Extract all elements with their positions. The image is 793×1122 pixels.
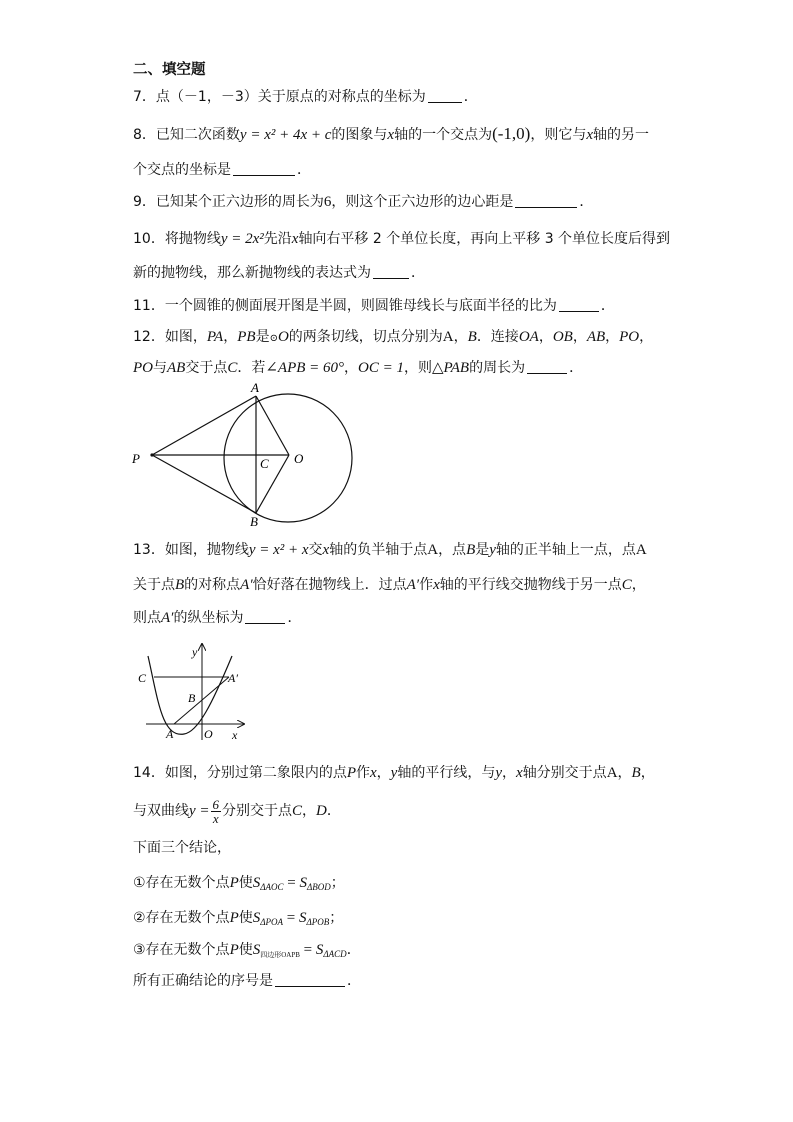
q13-line-2c: 恰好落在抛物线上．过点 — [252, 577, 407, 593]
q13-point-a-prime: A′ — [240, 577, 253, 593]
q14-end: ． — [347, 973, 361, 989]
q12-po: PO — [619, 329, 640, 345]
q14-c1-end: ； — [330, 875, 345, 891]
section-title: 二、填空题 — [133, 62, 206, 78]
q12-oa: OA — [518, 329, 539, 345]
fig12-segment-oa — [256, 396, 289, 455]
question-14-conclusion-1 — [133, 873, 345, 897]
q11-end: ． — [600, 298, 615, 314]
q12-o: O — [277, 329, 289, 345]
q8-text-e: 轴的另一 — [593, 127, 649, 143]
q13-point-b: B — [466, 542, 476, 558]
q12-text-g: 交于点 — [185, 360, 228, 376]
q9-answer-blank[interactable] — [515, 193, 577, 208]
q13-text-f: 轴的正半轴上一点，点 — [495, 542, 636, 558]
q14-x: x — [370, 765, 377, 781]
question-9 — [133, 192, 593, 212]
q13-y: y — [489, 542, 496, 558]
q13-x: x — [322, 542, 330, 558]
question-14-line-3 — [133, 838, 231, 858]
fig13-label-o: O — [204, 727, 213, 741]
q14-text-c: 轴的平行线，与 — [397, 765, 496, 781]
q12-sep-3: ， — [538, 329, 553, 345]
q12-sep-1: ， — [223, 329, 238, 345]
q14-c2-s-2: S — [298, 910, 307, 926]
q8-text-a: 8．已知二次函数 — [133, 127, 240, 143]
q8-point: (-1,0) — [492, 124, 531, 143]
q12-text-c: 的两条切线，切点分别为 — [288, 329, 443, 345]
fig13-label-a: A — [166, 727, 174, 741]
q14-text-e: ， — [640, 765, 655, 781]
fig12-tangent-pa — [152, 396, 256, 455]
q10-expression: y = 2x² — [220, 231, 264, 247]
q14-line-3: 下面三个结论， — [133, 840, 231, 856]
figure-12 — [125, 378, 365, 530]
q14-c1-s-1: S — [252, 875, 261, 891]
q14-c1-text: ①存在无数个点 — [133, 875, 230, 891]
q13-x-2: x — [433, 577, 440, 593]
q8-text-c: 轴的一个交点为 — [394, 127, 493, 143]
q7-text: 7．点（－1，－3）关于原点的对称点的坐标为 — [133, 89, 426, 105]
fig13-label-b: B — [188, 691, 196, 705]
q14-sep-2: ， — [502, 765, 517, 781]
q14-fraction-denominator: x — [212, 810, 219, 826]
q12-sep-5: ， — [605, 329, 620, 345]
q13-point-b-2: B — [175, 577, 185, 593]
q14-sep-4: ， — [302, 803, 317, 819]
q12-sep-2: ， — [453, 329, 468, 345]
q14-point-b: B — [631, 765, 641, 781]
q14-y: y — [390, 765, 398, 781]
fig12-label-c: C — [260, 456, 269, 471]
question-12-line-2 — [133, 358, 583, 378]
q11-answer-blank[interactable] — [559, 297, 599, 312]
q14-line-2a: 与双曲线 — [133, 803, 189, 819]
q12-answer-blank[interactable] — [527, 359, 567, 374]
q12-ab-2: AB — [167, 360, 186, 376]
q8-end: ． — [297, 162, 311, 178]
q13-line-2e: 轴的平行线交抛物线于另一点 — [439, 577, 622, 593]
q14-c3-s-1: S — [252, 942, 261, 958]
q12-pb: PB — [237, 329, 256, 345]
q13-point-a: A — [427, 542, 439, 558]
fig12-label-a: A — [251, 380, 259, 395]
fig13-label-x: x — [232, 728, 238, 742]
q12-ab: AB — [586, 329, 606, 345]
q9-end: ． — [579, 194, 594, 210]
q7-end: ． — [463, 89, 478, 105]
q14-c2-use: 使 — [238, 910, 253, 926]
q13-end: ． — [287, 610, 302, 626]
q14-last-text: 所有正确结论的序号是 — [133, 973, 273, 989]
q9-perimeter: 6 — [323, 194, 332, 210]
fig13-label-a-prime: A′ — [228, 671, 238, 685]
q7-answer-blank[interactable] — [428, 88, 462, 103]
q13-expression: y = x² + x — [248, 542, 309, 558]
q13-point-c: C — [621, 577, 632, 593]
q12-point-c: C — [227, 360, 238, 376]
q10-x: x — [291, 231, 299, 247]
q14-hyperbola-lhs: y = — [189, 803, 210, 819]
q8-text-d: ，则它与 — [530, 127, 587, 143]
q13-line-3a: 则点 — [133, 610, 161, 626]
fig13-label-c: C — [138, 671, 147, 685]
q8-x-2: x — [586, 127, 593, 143]
q12-ob: OB — [552, 329, 573, 345]
q13-text-a: 13．如图，抛物线 — [133, 542, 249, 558]
q13-point-a-prime-2: A′ — [406, 577, 420, 593]
q13-text-e: 是 — [475, 542, 490, 558]
q14-x-2: x — [516, 765, 523, 781]
question-10-line-2 — [133, 263, 425, 283]
fig12-label-o: O — [294, 451, 304, 466]
q12-text-f: 与 — [153, 360, 167, 376]
q12-point-a: A — [442, 329, 454, 345]
q12-triangle: △PAB — [432, 360, 470, 376]
q14-line-2b: 分别交于点 — [222, 803, 293, 819]
q14-c2-text: ②存在无数个点 — [133, 910, 230, 926]
q14-p: P — [346, 765, 356, 781]
q10-text-c: 轴向右平移 2 个单位长度，再向上平移 3 个单位长度后得到 — [298, 231, 671, 247]
q13-text-b: 交 — [308, 542, 323, 558]
q14-line-2c: ． — [326, 803, 341, 819]
question-10-line-1 — [133, 229, 670, 249]
q10-end: ． — [411, 265, 425, 281]
q8-answer-blank[interactable] — [233, 161, 295, 176]
q9-text-a: 9．已知某个正六边形的周长为 — [133, 194, 324, 210]
q13-text-c: 轴的负半轴于点 — [329, 542, 428, 558]
q14-text-d: 轴分别交于点 — [522, 765, 607, 781]
question-14-last-line — [133, 971, 361, 991]
q10-text-a: 10．将抛物线 — [133, 231, 221, 247]
question-8-line-2 — [133, 160, 311, 180]
q13-line-2f: ， — [631, 577, 646, 593]
fig13-label-y: y — [192, 645, 198, 659]
q14-c1-sub-2: ΔBOD — [307, 882, 331, 892]
q14-c2-sub-2: ΔPOB — [306, 917, 330, 927]
q12-angle: ∠APB = 60° — [265, 360, 345, 376]
q14-c1-p: P — [229, 875, 239, 891]
question-14-conclusion-3 — [133, 940, 361, 965]
q13-point-a-2: A — [635, 542, 647, 558]
q10-answer-blank[interactable] — [373, 264, 409, 279]
fig12-circle-o — [224, 394, 352, 522]
fig12-label-b: B — [250, 514, 258, 529]
q14-c2-end: ； — [329, 910, 344, 926]
q13-line-2b: 的对称点 — [184, 577, 241, 593]
q12-text-d: ．连接 — [476, 329, 519, 345]
q14-c3-equals: = — [299, 942, 316, 958]
q14-c2-p: P — [229, 910, 239, 926]
q12-text-e: ， — [639, 329, 654, 345]
q12-circle-symbol: ⊙ — [269, 333, 278, 344]
q12-end: ． — [569, 360, 584, 376]
fig12-label-p: P — [132, 451, 140, 466]
question-11 — [133, 296, 615, 316]
question-13-line-1 — [133, 540, 647, 560]
question-13-line-2 — [133, 575, 646, 595]
q8-expression: y = x² + 4x + c — [239, 127, 332, 143]
q14-text-b: 作 — [356, 765, 370, 781]
q8-x-1: x — [387, 127, 395, 143]
q14-c3-sub-1: 四边形OAPB — [260, 951, 300, 959]
q14-c3-end: ． — [346, 942, 361, 958]
q12-sep-4: ， — [572, 329, 587, 345]
fig12-tangent-pb — [152, 455, 256, 513]
q12-po-2: PO — [133, 360, 153, 376]
q12-text-b: 是 — [255, 329, 270, 345]
question-14-line-2 — [133, 796, 341, 826]
q13-text-d: ，点 — [438, 542, 467, 558]
question-7 — [133, 87, 478, 107]
q8-text-b: 的图象与 — [331, 127, 388, 143]
q10-text-b: 先沿 — [263, 231, 292, 247]
figure-13 — [132, 640, 252, 744]
q12-pa: PA — [206, 329, 224, 345]
q12-text-j: ，则 — [404, 360, 432, 376]
question-12-line-1 — [133, 327, 653, 349]
q12-oc: OC = 1 — [358, 360, 404, 376]
q14-answer-blank[interactable] — [275, 972, 345, 987]
q14-c3-use: 使 — [238, 942, 253, 958]
q12-text-k: 的周长为 — [469, 360, 526, 376]
q14-c1-equals: = — [283, 875, 300, 891]
q14-c1-s-2: S — [299, 875, 307, 891]
q14-c3-p: P — [229, 942, 239, 958]
q14-point-a: A — [606, 765, 618, 781]
question-8-line-1 — [133, 124, 649, 145]
q12-text-h: ．若 — [237, 360, 266, 376]
question-14-conclusion-2 — [133, 908, 343, 932]
q11-text: 11．一个圆锥的侧面展开图是半圆，则圆锥母线长与底面半径的比为 — [133, 298, 557, 314]
q12-text-i: ， — [344, 360, 359, 376]
q14-c1-sub-1: ΔAOC — [260, 882, 284, 892]
q14-c3-sub-2: ΔACD — [323, 949, 347, 959]
q14-c1-use: 使 — [238, 875, 253, 891]
question-14-line-1 — [133, 763, 655, 783]
q13-answer-blank[interactable] — [245, 609, 285, 624]
q14-c2-sub-1: ΔPOA — [260, 917, 284, 927]
q14-point-d: D — [316, 803, 327, 819]
q13-point-a-prime-3: A′ — [161, 610, 174, 626]
q12-point-b: B — [467, 329, 477, 345]
q14-c2-equals: = — [283, 910, 299, 926]
q14-c3-s-2: S — [315, 942, 324, 958]
q14-sep-3: ， — [617, 765, 632, 781]
q9-text-b: ，则这个正六边形的边心距是 — [331, 194, 514, 210]
q8-line-2-text: 个交点的坐标是 — [133, 162, 231, 178]
q14-c2-s-1: S — [252, 910, 261, 926]
q14-c3-text: ③存在无数个点 — [133, 942, 230, 958]
q12-text-a: 12．如图， — [133, 329, 207, 345]
q14-text-a: 14．如图，分别过第二象限内的点 — [133, 765, 347, 781]
q10-line-2-text: 新的抛物线，那么新抛物线的表达式为 — [133, 265, 371, 281]
q14-fraction-numerator: 6 — [212, 796, 220, 812]
q14-point-c: C — [292, 803, 303, 819]
fig12-point-p — [150, 453, 153, 456]
q14-hyperbola-fraction — [211, 798, 222, 825]
question-13-line-3 — [133, 608, 301, 628]
q13-line-2a: 关于点 — [133, 577, 175, 593]
q14-y-2: y — [495, 765, 503, 781]
q13-line-3b: 的纵坐标为 — [173, 610, 244, 626]
q13-line-2d: 作 — [419, 577, 434, 593]
q14-sep: ， — [376, 765, 391, 781]
